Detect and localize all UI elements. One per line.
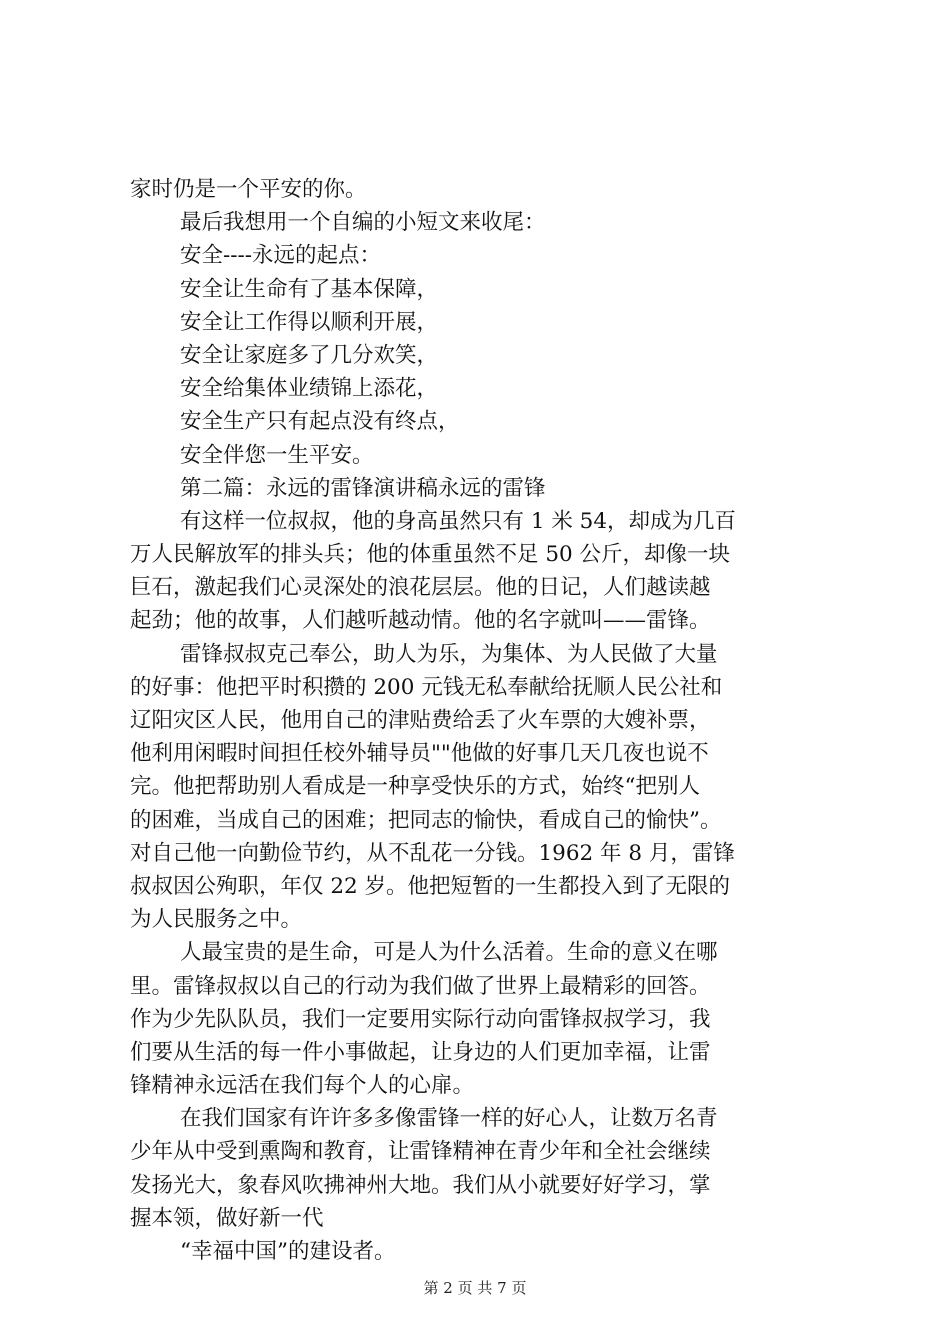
text-line: 的好事：他把平时积攒的 200 元钱无私奉献给抚顺人民公社和 [130,674,723,700]
text-line: 在我们国家有许许多多像雷锋一样的好心人，让数万名青 [180,1106,718,1132]
text-line: 安全让工作得以顺利开展， [180,309,439,335]
text-line: 安全让生命有了基本保障， [180,276,439,302]
text-line: 最后我想用一个自编的小短文来收尾： [180,210,546,236]
text-line: 万人民解放军的排头兵；他的体重虽然不足 50 公斤，却像一块 [130,542,731,568]
text-line: 安全给集体业绩锦上添花， [180,376,439,402]
text-line: 巨石，激起我们心灵深处的浪花层层。他的日记，人们越读越 [130,575,711,601]
text-line: “幸福中国”的建设者。 [180,1239,396,1264]
text-line: 安全----永远的起点： [180,243,382,269]
text-line: 完。他把帮助别人看成是一种享受快乐的方式，始终“把别人 [130,774,700,800]
document-body [130,173,830,1268]
text-line: 少年从中受到熏陶和教育，让雷锋精神在青少年和全社会继续 [130,1139,711,1165]
text-line: 安全让家庭多了几分欢笑， [180,342,439,368]
text-line: 家时仍是一个平安的你。 [130,177,367,202]
text-line: 辽阳灾区人民，他用自己的津贴费给丢了火车票的大嫂补票， [130,708,711,733]
text-line: 安全生产只有起点没有终点， [180,409,460,435]
text-line: 起劲；他的故事，人们越听越动情。他的名字就叫——雷锋。 [130,608,711,634]
text-line: 他利用闲暇时间担任校外辅导员""他做的好事几天几夜也说不 [130,741,709,767]
text-line: 有这样一位叔叔，他的身高虽然只有 1 米 54，却成为几百 [180,508,737,534]
text-line: 第二篇：永远的雷锋演讲稿永远的雷锋 [180,475,546,501]
text-line: 为人民服务之中。 [130,907,303,933]
text-line: 的困难，当成自己的困难；把同志的愉快，看成自己的愉快”。 [130,807,722,833]
text-line: 们要从生活的每一件小事做起，让身边的人们更加幸福，让雷 [130,1039,711,1065]
text-line: 安全伴您一生平安。 [180,442,374,468]
text-line: 发扬光大，象春风吹拂神州大地。我们从小就要好好学习，掌 [130,1172,711,1198]
text-line: 雷锋叔叔克己奉公，助人为乐，为集体、为人民做了大量 [180,641,718,667]
text-line: 人最宝贵的是生命，可是人为什么活着。生命的意义在哪 [180,940,718,966]
text-line: 叔叔因公殉职，年仅 22 岁。他把短暂的一生都投入到了无限的 [130,873,731,899]
text-line: 作为少先队队员，我们一定要用实际行动向雷锋叔叔学习，我 [130,1006,711,1032]
text-line: 握本领，做好新一代 [130,1205,324,1231]
text-line: 锋精神永远活在我们每个人的心扉。 [130,1073,475,1099]
page-footer: 第 2 页 共 7 页 [423,1279,527,1297]
text-line: 里。雷锋叔叔以自己的行动为我们做了世界上最精彩的回答。 [130,973,711,999]
text-line: 对自己他一向勤俭节约，从不乱花一分钱。1962 年 8 月，雷锋 [130,840,735,866]
